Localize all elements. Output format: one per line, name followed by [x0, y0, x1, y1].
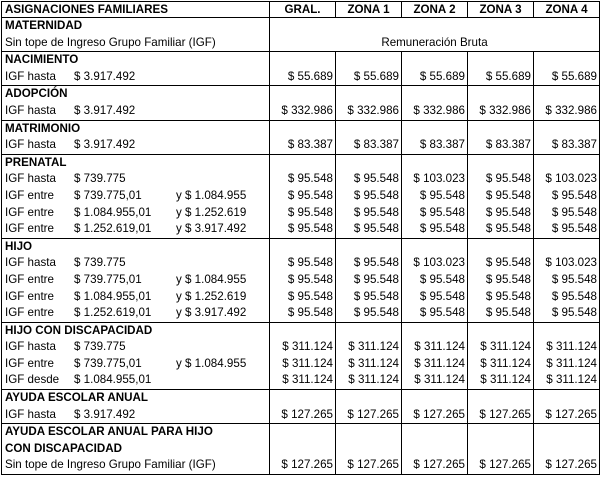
section-title: NACIMIENTO — [5, 53, 79, 67]
value-cell — [534, 52, 600, 86]
condition-type: IGF entre — [5, 188, 54, 202]
column-header-zona-4: ZONA 4 — [534, 2, 600, 18]
value-cell — [534, 86, 600, 120]
condition-amount: $ 739.775,01 — [74, 356, 142, 370]
value-cell — [534, 154, 600, 238]
condition-line — [2, 35, 269, 52]
spacer — [402, 86, 467, 103]
amount-value: $ 95.548 — [353, 205, 399, 219]
value-cell — [336, 154, 402, 238]
spacer — [534, 121, 599, 138]
amount-value: $ 311.124 — [282, 373, 333, 387]
value-cell — [402, 322, 468, 389]
amount-value: $ 95.548 — [287, 222, 333, 236]
condition-line — [2, 372, 269, 389]
amount-value: $ 95.548 — [485, 272, 531, 286]
amount-value: $ 332.986 — [545, 103, 597, 117]
spacer — [534, 155, 599, 172]
spacer — [534, 323, 599, 340]
section-label-cell — [2, 424, 270, 475]
section-label-cell — [2, 52, 270, 86]
amount-value: $ 95.548 — [419, 289, 465, 303]
condition-amount: $ 739.775 — [74, 172, 126, 186]
value-cell — [468, 424, 534, 475]
amount-value: $ 95.548 — [485, 172, 531, 186]
condition-line — [2, 407, 269, 424]
spacer — [270, 52, 335, 69]
condition-amount: $ 1.252.619,01 — [74, 222, 152, 236]
asignaciones-table — [1, 1, 600, 475]
value-cell — [534, 120, 600, 154]
section-label-cell — [2, 120, 270, 154]
spacer — [336, 121, 401, 138]
amount-value: $ 332.986 — [347, 103, 399, 117]
amount-value: $ 95.548 — [485, 188, 531, 202]
amount-value: $ 311.124 — [414, 356, 465, 370]
remuneration-note: Remuneración Bruta — [381, 35, 488, 49]
amount-value: $ 95.548 — [551, 205, 597, 219]
spacer — [534, 424, 599, 441]
spacer — [402, 121, 467, 138]
amount-value: $ 95.548 — [353, 256, 399, 270]
spacer — [468, 239, 533, 256]
value-cell — [534, 238, 600, 322]
section-label-cell — [2, 390, 270, 424]
value-cell — [468, 52, 534, 86]
amount-value: $ 95.548 — [287, 289, 333, 303]
amount-value: $ 95.548 — [287, 172, 333, 186]
condition-amount: $ 1.084.955,01 — [74, 373, 152, 387]
amount-value: $ 311.124 — [282, 340, 333, 354]
condition-upper-amount: y $ 1.084.955 — [176, 272, 247, 286]
amount-value: $ 95.548 — [419, 205, 465, 219]
value-cell — [270, 238, 336, 322]
value-cell — [270, 120, 336, 154]
condition-type: IGF entre — [5, 289, 54, 303]
amount-value: $ 95.548 — [551, 188, 597, 202]
spacer — [336, 155, 401, 172]
condition-line — [2, 137, 269, 154]
section-label-cell — [2, 238, 270, 322]
amount-value: $ 95.548 — [353, 289, 399, 303]
section-row — [2, 154, 600, 238]
value-cell — [402, 154, 468, 238]
header-label: ASIGNACIONES FAMILIARES — [2, 2, 270, 18]
spacer — [402, 424, 467, 441]
condition-upper-amount: y $ 1.252.619 — [176, 205, 247, 219]
spacer — [336, 239, 401, 256]
condition-amount: $ 739.775 — [74, 256, 126, 270]
condition-line — [2, 205, 269, 222]
value-cell — [336, 322, 402, 389]
amount-value: $ 311.124 — [480, 373, 531, 387]
spacer — [270, 121, 335, 138]
spacer — [402, 390, 467, 407]
spacer — [402, 441, 467, 458]
condition-upper-amount: y $ 1.252.619 — [176, 289, 247, 303]
column-header-zona-3: ZONA 3 — [468, 2, 534, 18]
amount-value: $ 55.689 — [287, 69, 333, 83]
amount-value: $ 95.548 — [419, 222, 465, 236]
condition-type: IGF entre — [5, 272, 54, 286]
amount-value: $ 95.548 — [287, 256, 333, 270]
amount-value: $ 95.548 — [419, 188, 465, 202]
condition-type: IGF hasta — [5, 407, 56, 421]
amount-value: $ 103.023 — [545, 256, 597, 270]
condition-upper-amount: y $ 1.084.955 — [176, 188, 247, 202]
value-cell — [336, 120, 402, 154]
condition-amount: $ 3.917.492 — [74, 407, 136, 421]
condition-amount: $ 3.917.492 — [74, 69, 136, 83]
spacer — [270, 18, 599, 35]
section-row — [2, 86, 600, 120]
amount-value: $ 95.548 — [485, 205, 531, 219]
condition-amount: $ 3.917.492 — [74, 138, 136, 152]
condition-line — [2, 305, 269, 322]
condition-type: IGF hasta — [5, 69, 56, 83]
condition-line — [2, 255, 269, 272]
condition-amount: $ 1.084.955,01 — [74, 289, 152, 303]
condition-line — [2, 171, 269, 188]
value-cell — [270, 86, 336, 120]
amount-value: $ 95.548 — [353, 306, 399, 320]
spacer — [402, 323, 467, 340]
value-cell — [336, 52, 402, 86]
spacer — [468, 86, 533, 103]
column-header-zona-2: ZONA 2 — [402, 2, 468, 18]
amount-value: $ 83.387 — [419, 138, 465, 152]
section-row — [2, 322, 600, 389]
amount-value: $ 55.689 — [353, 69, 399, 83]
condition-line — [2, 103, 269, 120]
section-row — [2, 120, 600, 154]
section-title-continued: CON DISCAPACIDAD — [5, 441, 123, 455]
amount-value: $ 103.023 — [413, 256, 465, 270]
section-title: AYUDA ESCOLAR ANUAL PARA HIJO — [5, 425, 213, 439]
condition-amount: $ 1.084.955,01 — [74, 205, 152, 219]
amount-value: $ 95.548 — [551, 222, 597, 236]
amount-value: $ 83.387 — [287, 138, 333, 152]
spacer — [468, 52, 533, 69]
section-label-cell — [2, 86, 270, 120]
spacer — [534, 441, 599, 458]
condition-amount: $ 3.917.492 — [74, 103, 136, 117]
amount-value: $ 83.387 — [353, 138, 399, 152]
spacer — [534, 390, 599, 407]
value-cell — [270, 52, 336, 86]
amount-value: $ 95.548 — [353, 172, 399, 186]
amount-value: $ 127.265 — [545, 458, 597, 472]
condition-upper-amount: y $ 3.917.492 — [176, 306, 247, 320]
spacer — [336, 390, 401, 407]
condition-line — [2, 69, 269, 86]
spacer — [468, 155, 533, 172]
value-cell — [402, 120, 468, 154]
amount-value: $ 311.124 — [480, 340, 531, 354]
spacer — [336, 441, 401, 458]
remuneration-note-cell — [270, 18, 600, 52]
spacer — [270, 424, 335, 441]
amount-value: $ 95.548 — [485, 256, 531, 270]
spacer — [270, 155, 335, 172]
condition-type: IGF entre — [5, 306, 54, 320]
spacer — [270, 441, 335, 458]
spacer — [468, 323, 533, 340]
section-row — [2, 52, 600, 86]
amount-value: $ 332.986 — [281, 103, 333, 117]
spacer — [336, 52, 401, 69]
condition-type: IGF hasta — [5, 340, 56, 354]
value-cell — [402, 86, 468, 120]
amount-value: $ 127.265 — [413, 407, 465, 421]
value-cell — [402, 238, 468, 322]
section-title: PRENATAL — [5, 155, 67, 169]
section-row — [2, 18, 600, 52]
value-cell — [270, 390, 336, 424]
amount-value: $ 332.986 — [413, 103, 465, 117]
amount-value: $ 95.548 — [287, 306, 333, 320]
value-cell — [402, 52, 468, 86]
value-cell — [336, 390, 402, 424]
condition-type: IGF entre — [5, 222, 54, 236]
spacer — [270, 323, 335, 340]
condition-type: IGF hasta — [5, 256, 56, 270]
amount-value: $ 311.124 — [348, 340, 399, 354]
amount-value: $ 127.265 — [479, 458, 531, 472]
header-row — [2, 2, 600, 18]
section-title: MATERNIDAD — [5, 19, 83, 32]
amount-value: $ 103.023 — [413, 172, 465, 186]
amount-value: $ 95.548 — [287, 188, 333, 202]
value-cell — [468, 86, 534, 120]
section-row — [2, 424, 600, 475]
spacer — [402, 155, 467, 172]
value-cell — [270, 424, 336, 475]
condition-type: IGF entre — [5, 356, 54, 370]
amount-value: $ 311.124 — [414, 340, 465, 354]
value-cell — [468, 154, 534, 238]
amount-value: $ 95.548 — [485, 222, 531, 236]
amount-value: $ 127.265 — [281, 407, 333, 421]
condition-upper-amount: y $ 3.917.492 — [176, 222, 247, 236]
spacer — [402, 52, 467, 69]
condition-amount: $ 1.252.619,01 — [74, 306, 152, 320]
amount-value: $ 127.265 — [347, 407, 399, 421]
spacer — [402, 239, 467, 256]
value-cell — [402, 424, 468, 475]
spacer — [534, 86, 599, 103]
section-title: HIJO CON DISCAPACIDAD — [5, 323, 153, 337]
amount-value: $ 311.124 — [546, 373, 597, 387]
amount-value: $ 332.986 — [479, 103, 531, 117]
amount-value: $ 95.548 — [287, 205, 333, 219]
condition-line — [2, 188, 269, 205]
amount-value: $ 83.387 — [485, 138, 531, 152]
spacer — [534, 239, 599, 256]
amount-value: $ 127.265 — [545, 407, 597, 421]
amount-value: $ 95.548 — [551, 272, 597, 286]
spacer — [468, 441, 533, 458]
section-title: AYUDA ESCOLAR ANUAL — [5, 391, 148, 405]
spacer — [468, 390, 533, 407]
value-cell — [468, 390, 534, 424]
condition-type: IGF desde — [5, 373, 60, 387]
value-cell — [468, 120, 534, 154]
section-label-cell — [2, 18, 270, 52]
section-label-cell — [2, 322, 270, 389]
amount-value: $ 95.548 — [485, 289, 531, 303]
value-cell — [468, 322, 534, 389]
section-title: MATRIMONIO — [5, 121, 81, 135]
amount-value: $ 311.124 — [414, 373, 465, 387]
spacer — [336, 86, 401, 103]
amount-value: $ 83.387 — [551, 138, 597, 152]
amount-value: $ 311.124 — [480, 356, 531, 370]
spacer — [270, 390, 335, 407]
spacer — [468, 424, 533, 441]
value-cell — [468, 238, 534, 322]
amount-value: $ 55.689 — [485, 69, 531, 83]
amount-value: $ 95.548 — [419, 306, 465, 320]
section-row — [2, 238, 600, 322]
value-cell — [402, 390, 468, 424]
value-cell — [336, 86, 402, 120]
condition-amount: $ 739.775,01 — [74, 272, 142, 286]
amount-value: $ 127.265 — [347, 458, 399, 472]
condition-type: IGF hasta — [5, 103, 56, 117]
condition-amount: $ 739.775,01 — [74, 188, 142, 202]
amount-value: $ 95.548 — [419, 272, 465, 286]
amount-value: $ 95.548 — [353, 188, 399, 202]
value-cell — [270, 154, 336, 238]
section-label-cell — [2, 154, 270, 238]
amount-value: $ 311.124 — [546, 356, 597, 370]
section-title: HIJO — [5, 239, 33, 253]
condition-line — [2, 356, 269, 373]
spacer — [270, 86, 335, 103]
condition-type: Sin tope de Ingreso Grupo Familiar (IGF) — [5, 458, 216, 472]
column-header-gral: GRAL. — [270, 2, 336, 18]
condition-line — [2, 221, 269, 238]
condition-amount: $ 739.775 — [74, 340, 126, 354]
spacer — [336, 424, 401, 441]
condition-line — [2, 272, 269, 289]
amount-value: $ 127.265 — [479, 407, 531, 421]
condition-upper-amount: y $ 1.084.955 — [176, 356, 247, 370]
amount-value: $ 311.124 — [282, 356, 333, 370]
amount-value: $ 95.548 — [287, 272, 333, 286]
value-cell — [270, 322, 336, 389]
condition-type: IGF hasta — [5, 138, 56, 152]
condition-line — [2, 339, 269, 356]
column-header-zona-1: ZONA 1 — [336, 2, 402, 18]
spacer — [534, 52, 599, 69]
amount-value: $ 55.689 — [551, 69, 597, 83]
condition-line — [2, 457, 269, 474]
section-row — [2, 390, 600, 424]
amount-value: $ 55.689 — [419, 69, 465, 83]
section-title: ADOPCIÓN — [5, 87, 68, 101]
amount-value: $ 95.548 — [353, 222, 399, 236]
value-cell — [534, 322, 600, 389]
condition-type: IGF entre — [5, 205, 54, 219]
condition-type: IGF hasta — [5, 172, 56, 186]
spacer — [336, 323, 401, 340]
value-cell — [534, 390, 600, 424]
value-cell — [336, 238, 402, 322]
amount-value: $ 95.548 — [353, 272, 399, 286]
amount-value: $ 103.023 — [545, 172, 597, 186]
amount-value: $ 311.124 — [348, 373, 399, 387]
amount-value: $ 127.265 — [413, 458, 465, 472]
amount-value: $ 95.548 — [485, 306, 531, 320]
amount-value: $ 311.124 — [348, 356, 399, 370]
value-cell — [336, 424, 402, 475]
spacer — [468, 121, 533, 138]
amount-value: $ 95.548 — [551, 306, 597, 320]
value-cell — [534, 424, 600, 475]
amount-value: $ 311.124 — [546, 340, 597, 354]
spacer — [270, 239, 335, 256]
condition-line — [2, 289, 269, 306]
amount-value: $ 95.548 — [551, 289, 597, 303]
amount-value: $ 127.265 — [281, 458, 333, 472]
condition-type: Sin tope de Ingreso Grupo Familiar (IGF) — [5, 35, 216, 49]
